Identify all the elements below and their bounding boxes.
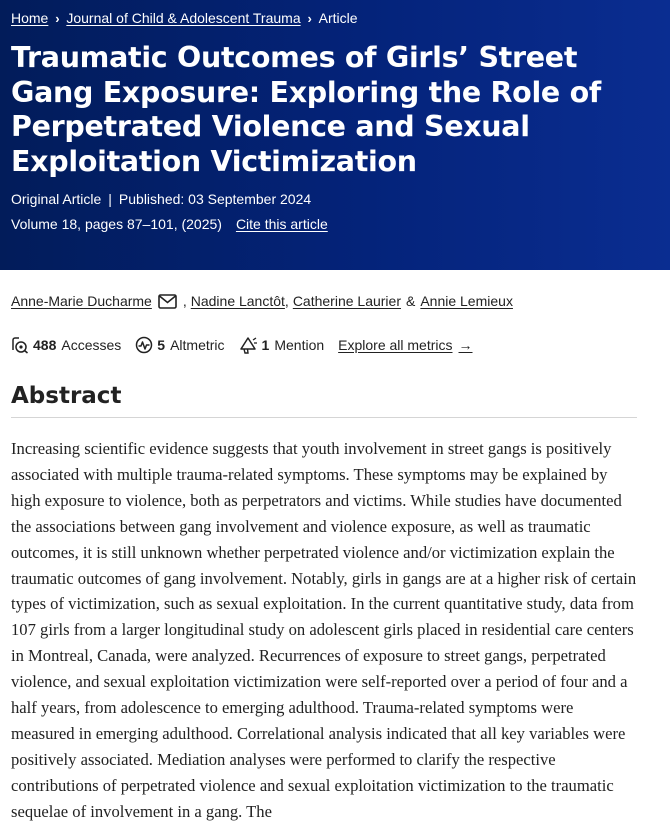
- download-stats-icon: [11, 336, 29, 354]
- author-separator: ,: [182, 293, 187, 309]
- envelope-icon[interactable]: [158, 294, 177, 309]
- article-meta: [11, 189, 311, 209]
- breadcrumb-current: Article: [318, 10, 358, 26]
- author-link[interactable]: Anne-Marie Ducharme: [11, 293, 152, 309]
- breadcrumb-journal-link[interactable]: Journal of Child & Adolescent Trauma: [66, 10, 301, 26]
- accesses-count: 488: [33, 337, 57, 353]
- abstract-heading: Abstract: [11, 383, 122, 409]
- altmetric-label: Altmetric: [170, 337, 225, 353]
- mention-count: 1: [261, 337, 270, 353]
- megaphone-icon: [239, 336, 258, 354]
- author-link[interactable]: Catherine Laurier: [292, 293, 401, 309]
- published-date: Published: 03 September 2024: [118, 191, 312, 207]
- author-separator: ,: [284, 293, 289, 309]
- breadcrumb: [11, 8, 358, 28]
- arrow-right-icon: →: [458, 337, 473, 353]
- volume-pages: Volume 18, pages 87–101, (2025): [11, 216, 222, 232]
- abstract-text: Increasing scientific evidence suggests that youth involvement in street gangs is positively associated with multiple trauma-related symptoms. These symptoms may be explained by high exposure to violence, both as perpetrators and victims. While studies have documented the associations between gang involvement and violence exposure, as well as traumatic outcomes, it is still unknown whether perpetrated violence and/or victimization explain the traumatic outcomes of gang involvement. Notably, girls in gangs are at a higher risk of certain types of victimization, such as sexual exploitation. In the current quantitative study, data from 107 girls from a larger longitudinal study on adolescent girls placed in residential care centers in Montreal, Canada, were analyzed. Recurrences of exposure to street gangs, perpetrated violence, and sexual exploitation victimization were self-reported over a period of four and a half years, from adolescence to emerging adulthood. Trauma-related symptoms were measured in emerging adulthood. Correlational analysis indicated that all key variables were positively associated. Mediation analyses were performed to clarify the respective contributions of perpetrated violence and sexual exploitation victimization to the traumatic sequelae of involvement in a gang. The: [11, 439, 637, 821]
- cite-article-link[interactable]: Cite this article: [235, 216, 328, 232]
- author-link[interactable]: Annie Lemieux: [420, 293, 513, 309]
- chevron-right-icon: ›: [307, 10, 312, 26]
- altmetric-count: 5: [157, 337, 166, 353]
- article-type: Original Article: [11, 191, 102, 207]
- article-header: [0, 0, 670, 270]
- chevron-right-icon: ›: [55, 10, 60, 26]
- article-title: Traumatic Outcomes of Girls’ Street Gang Exposure: Exploring the Role of Perpetrated Violence and Sexual Exploitation Victimization: [11, 41, 601, 178]
- breadcrumb-home-link[interactable]: Home: [11, 10, 49, 26]
- meta-divider: |: [108, 191, 112, 207]
- volume-info: [11, 214, 328, 234]
- accesses-label: Accesses: [61, 337, 122, 353]
- author-link[interactable]: Nadine Lanctôt: [190, 293, 285, 309]
- accesses-metric: [11, 336, 121, 354]
- author-ampersand: &: [405, 293, 416, 309]
- abstract-divider: [11, 417, 637, 418]
- mention-metric: [239, 336, 325, 354]
- author-list: [11, 291, 513, 311]
- article-metrics: [11, 335, 473, 355]
- explore-metrics-link[interactable]: [338, 337, 472, 353]
- altmetric-icon: [135, 336, 153, 354]
- mention-label: Mention: [274, 337, 325, 353]
- altmetric-metric: [135, 336, 224, 354]
- explore-metrics-label: Explore all metrics: [338, 337, 453, 353]
